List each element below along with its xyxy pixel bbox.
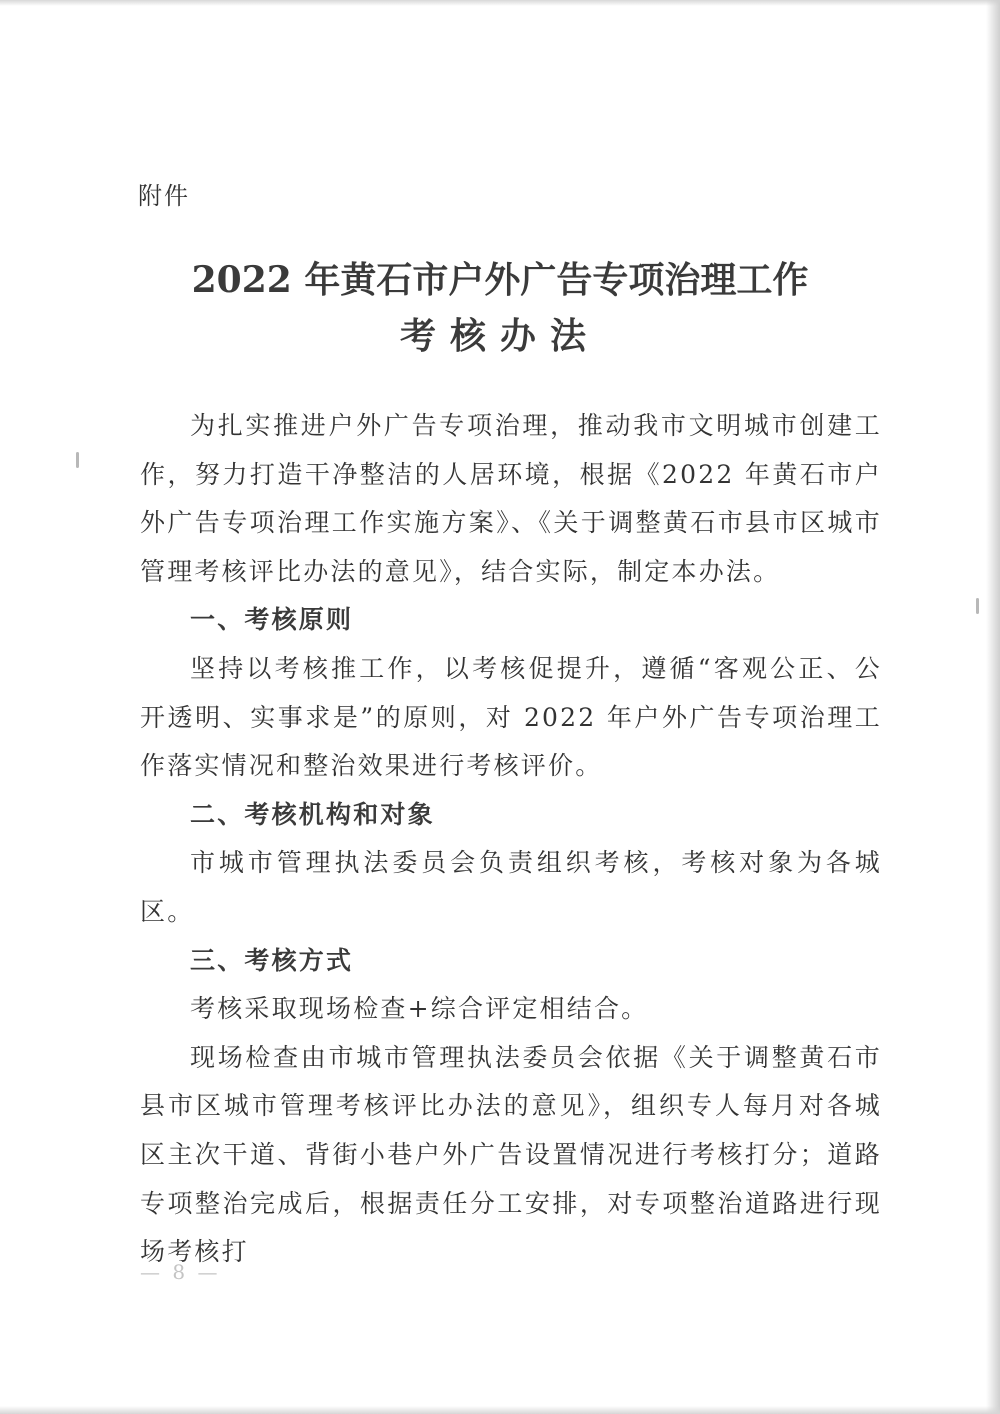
inspection-paragraph: 现场检查由市城市管理执法委员会依据《关于调整黄石市县市区城市管理考核评比办法的意见》，组织专人每月对各城区主次干道、背街小巷户外广告设置情况进行考核打分；道路专项整治完成后，根据责任分工安排，对专项整治道路进行现场考核打 <box>140 1042 882 1267</box>
intro-paragraph: 为扎实推进户外广告专项治理，推动我市文明城市创建工作，努力打造干净整洁的人居环境，根据《2022 年黄石市户外广告专项治理工作实施方案》、《关于调整黄石市县市区城市管理考核评比办法的意见》，结合实际，制定本办法。 <box>140 411 882 586</box>
page-number: — 8 — <box>140 1260 221 1284</box>
section-heading-method: 三、考核方式 <box>190 945 354 975</box>
annex-label: 附件 <box>138 182 190 210</box>
document-body <box>140 402 882 1277</box>
principles-paragraph: 坚持以考核推工作，以考核促提升，遵循“客观公正、公开透明、实事求是”的原则，对 2022 年户外广告专项治理工作落实情况和整治效果进行考核评价。 <box>140 653 882 781</box>
scan-edge-top <box>0 0 1000 6</box>
scan-mark-left <box>76 452 79 468</box>
scan-edge-right <box>986 0 1000 1414</box>
section-heading-organization: 二、考核机构和对象 <box>190 799 435 829</box>
document-title <box>100 252 900 364</box>
method-paragraph: 考核采取现场检查+综合评定相结合。 <box>190 994 649 1024</box>
title-line-2: 考核办法 <box>399 315 600 357</box>
scan-mark-right <box>976 598 979 614</box>
section-heading-principles: 一、考核原则 <box>190 605 354 635</box>
organization-paragraph: 市城市管理执法委员会负责组织考核，考核对象为各城区。 <box>140 848 882 926</box>
scan-edge-bottom <box>0 1406 1000 1414</box>
title-line-1: 2022 年黄石市户外广告专项治理工作 <box>191 259 809 301</box>
